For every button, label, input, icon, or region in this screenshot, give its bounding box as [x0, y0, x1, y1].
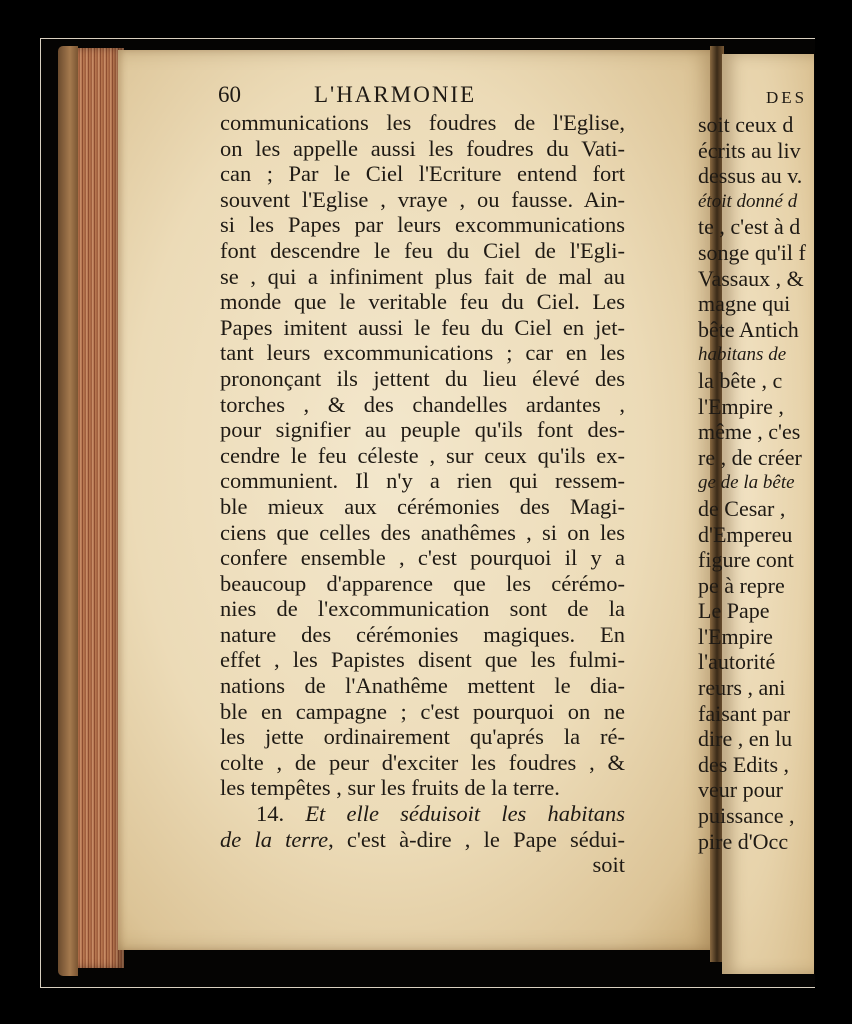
- right-text-line: l'autorité: [698, 649, 776, 675]
- right-text-line: puissance ,: [698, 803, 795, 829]
- verse-italic-text: Et elle séduisoit les habitans: [305, 801, 626, 827]
- right-text-line: reurs , ani: [698, 675, 786, 701]
- right-text-line: te , c'est à d: [698, 214, 801, 240]
- page-number: 60: [218, 82, 241, 107]
- left-page-body: [220, 110, 625, 878]
- verse-number: 14.: [256, 801, 285, 827]
- right-text-line: songe qu'il f: [698, 239, 806, 265]
- right-text-line: magne qui: [698, 291, 791, 317]
- right-text-line: de Cesar ,: [698, 495, 786, 521]
- right-text-line: Le Pape: [698, 598, 770, 624]
- verse-14-continuation: [220, 827, 625, 853]
- text-line: communications les foudres de l'Eglise,: [220, 110, 625, 135]
- running-title: L'HARMONIE: [314, 82, 477, 107]
- text-line: prononçant ils jettent du lieu élevé des: [220, 365, 625, 391]
- book-cover-board: [58, 46, 78, 976]
- text-line: pour signifier au peuple qu'ils font des-: [220, 417, 625, 443]
- text-line: effet , les Papistes disent que les fulmi-: [220, 647, 625, 673]
- right-text-line: dire , en lu: [698, 726, 793, 752]
- text-line: souvent l'Eglise , vraye , ou fausse. Ain-: [220, 186, 625, 212]
- verse-roman-text: , c'est à-dire , le Pape sédui-: [328, 826, 625, 852]
- right-text-line: veur pour: [698, 777, 783, 803]
- text-line: se , qui a infiniment plus fait de mal au: [220, 263, 625, 289]
- text-line: can ; Par le Ciel l'Ecriture entend fort: [220, 161, 625, 187]
- text-line: ble en campagne ; c'est pourquoi on ne: [220, 698, 625, 724]
- text-line: on les appelle aussi les foudres du Vati-: [220, 135, 625, 161]
- text-line: les tempêtes , sur les fruits de la terre.: [220, 775, 560, 801]
- text-line: si les Papes par leurs excommunications: [220, 212, 625, 238]
- catchword: soit: [592, 852, 625, 878]
- text-line: colte , de peur d'exciter les foudres , &: [220, 749, 625, 775]
- text-line: les jette ordinairement qu'aprés la ré-: [220, 724, 625, 750]
- right-text-line: pire d'Occ: [698, 828, 789, 854]
- text-line: nies de l'excommunication sont de la: [220, 596, 625, 622]
- text-line: ble mieux aux cérémonies des Magi-: [220, 493, 625, 519]
- text-line: torches , & des chandelles ardantes ,: [220, 391, 625, 417]
- text-line: cendre le feu céleste , sur ceux qu'ils ex-: [220, 442, 625, 468]
- right-text-line: l'Empire: [698, 623, 773, 649]
- text-line: nature des cérémonies magiques. En: [220, 621, 625, 647]
- right-running-title: DES: [766, 88, 808, 107]
- right-text-line: dessus au v.: [698, 163, 803, 189]
- right-text-line: d'Empereu: [698, 521, 793, 547]
- right-text-line: figure cont: [698, 547, 794, 573]
- text-line: confere ensemble , c'est pourquoi il y a: [220, 545, 625, 571]
- right-text-line: faisant par: [698, 700, 791, 726]
- text-line: monde que le veritable feu du Ciel. Les: [220, 289, 625, 315]
- text-line: tant leurs excommunications ; car en les: [220, 340, 625, 366]
- verse-14-line: [220, 801, 625, 827]
- right-text-line: re , de créer: [698, 444, 802, 470]
- text-line: ciens que celles des anathêmes , si on les: [220, 519, 625, 545]
- right-text-line: habitans de: [698, 344, 787, 366]
- right-text-line: bête Antich: [698, 316, 799, 342]
- right-text-line: Vassaux , &: [698, 265, 804, 291]
- right-text-line: soit ceux d: [698, 112, 794, 137]
- text-line: nations de l'Anathême mettent le dia-: [220, 673, 625, 699]
- right-text-line: pe à repre: [698, 572, 785, 598]
- right-text-line: l'Empire ,: [698, 393, 784, 419]
- right-text-line: étoit donné d: [698, 190, 798, 212]
- verse-italic-text: de la terre: [220, 826, 329, 852]
- text-line: beaucoup d'apparence que les cérémo-: [220, 570, 625, 596]
- right-text-line: même , c'es: [698, 419, 801, 445]
- right-text-line: ge de la bête: [698, 472, 795, 494]
- text-line: font descendre le feu du Ciel de l'Egli-: [220, 237, 625, 263]
- right-text-line: des Edits ,: [698, 751, 790, 777]
- right-text-line: écrits au liv: [698, 137, 801, 163]
- text-line: Papes imitent aussi le feu du Ciel en jet-: [220, 314, 625, 340]
- right-text-line: la bête , c: [698, 367, 783, 393]
- right-page-body: [698, 112, 815, 854]
- text-line: communient. Il n'y a rien qui ressem-: [220, 468, 625, 494]
- left-page-header: [218, 82, 518, 112]
